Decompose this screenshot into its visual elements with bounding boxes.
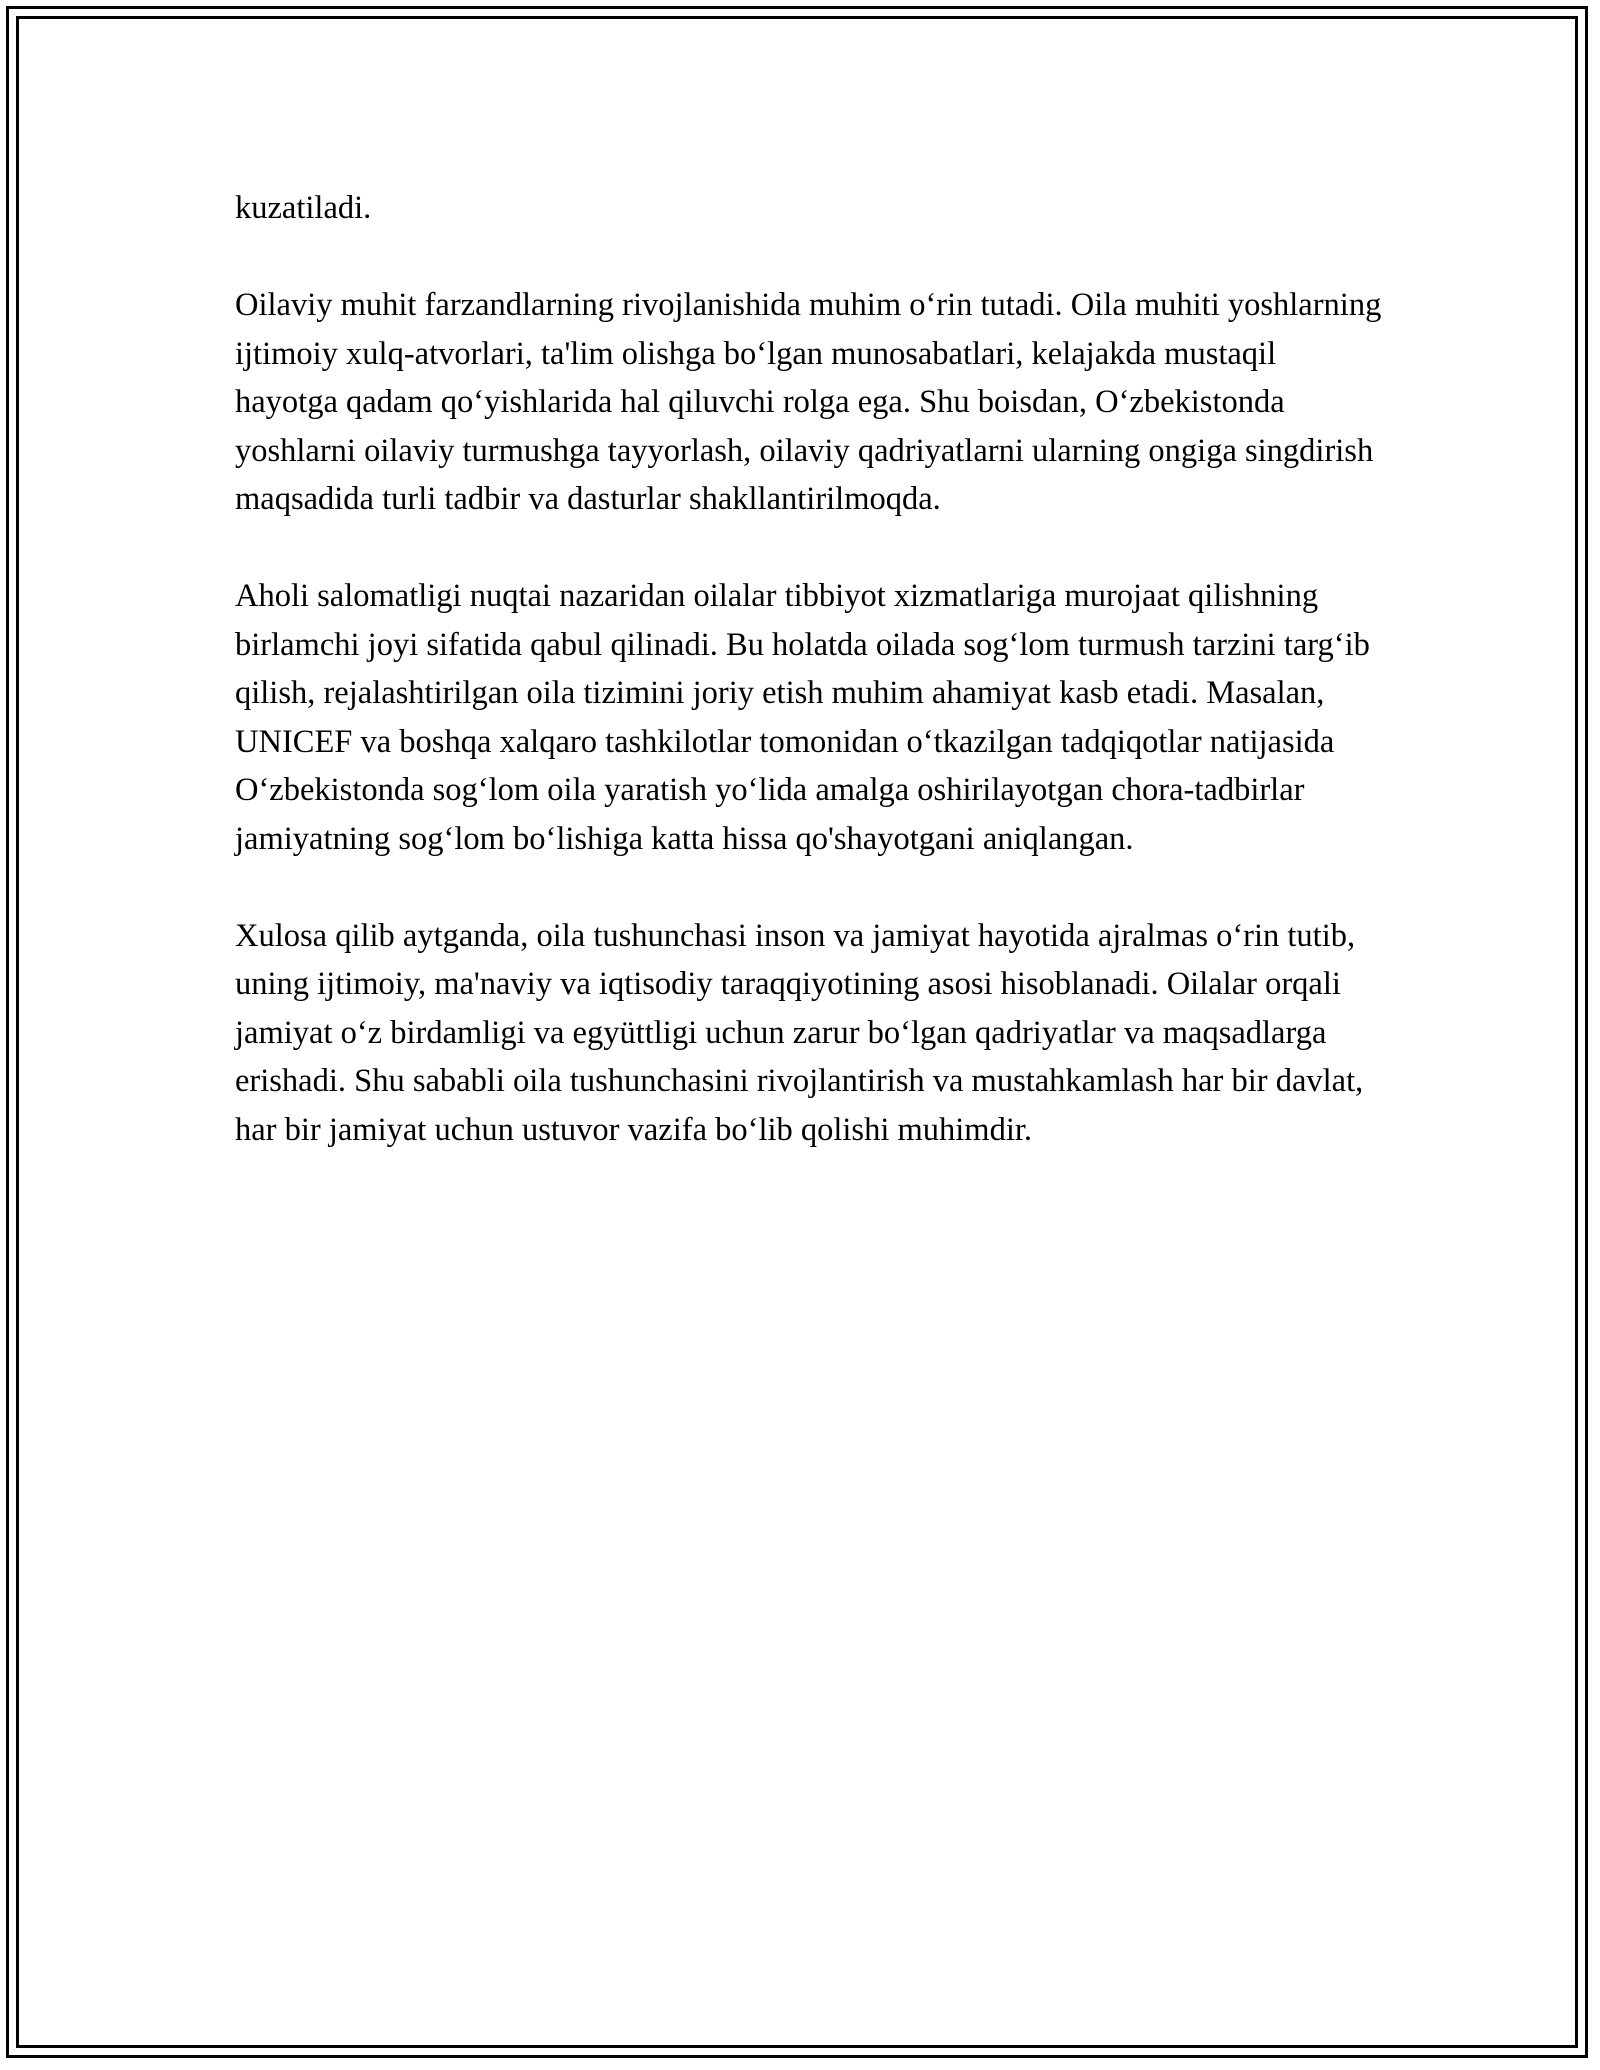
paragraph-conclusion: Xulosa qilib aytganda, oila tushunchasi inson va jamiyat hayotida ajralmas o‘rin tutib, uning ijtimoiy, ma'naviy va iqtisodiy taraqqiyotining asosi hisoblanadi. Oilalar orqali jamiyat o‘z birdamligi va együttligi uchun zarur bo‘lgan qadriyatlar va maqsadlarga erishadi. Shu sababli oila tushunchasini rivojlantirish va mustahkamlash har bir davlat, har bir jamiyat uchun ustuvor vazifa bo‘lib qolishi muhimdir. [235, 917, 1364, 1148]
paragraph-public-health: Aholi salomatligi nuqtai nazaridan oilalar tibbiyot xizmatlariga murojaat qilishning birlamchi joyi sifatida qabul qilinadi. Bu holatda oilada sog‘lom turmush tarzini targ‘ib qilish, rejalashtirilgan oila tizimini joriy etish muhim ahamiyat kasb etadi. Masalan, UNICEF va boshqa xalqaro tashkilotlar tomonidan o‘tkazilgan tadqiqotlar natijasida O‘zbekistonda sog‘lom oila yaratish yo‘lida amalga oshirilayotgan chora-tadbirlar jamiyatning sog‘lom bo‘lishiga katta hissa qo'shayotgani aniqlangan. [235, 578, 1370, 857]
paragraph-continuation: kuzatiladi. [235, 190, 372, 226]
document-body [235, 184, 1385, 1203]
paragraph-family-environment: Oilaviy muhit farzandlarning rivojlanishida muhim o‘rin tutadi. Oila muhiti yoshlarning ijtimoiy xulq-atvorlari, ta'lim olishga bo‘lgan munosabatlari, kelajakda mustaqil hayotga qadam qo‘yishlarida hal qiluvchi rolga ega. Shu boisdan, O‘zbekistonda yoshlarni oilaviy turmushga tayyorlash, oilaviy qadriyatlarni ularning ongiga singdirish maqsadida turli tadbir va dasturlar shakllantirilmoqda. [235, 287, 1382, 517]
